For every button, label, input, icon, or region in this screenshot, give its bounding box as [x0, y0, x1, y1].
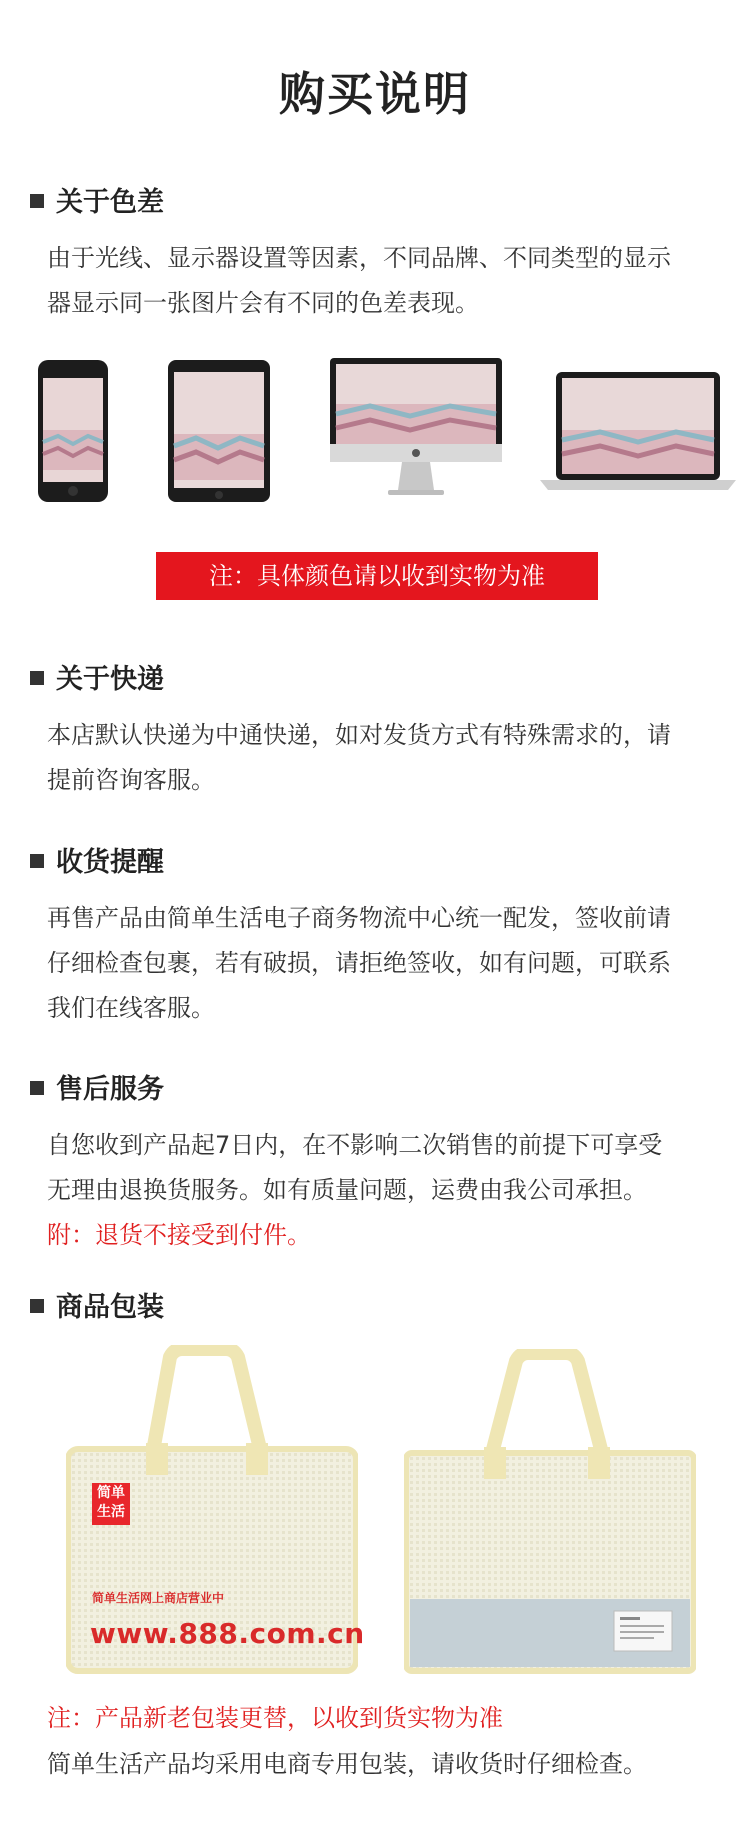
- bag-logo-bottom: 生活: [97, 1504, 125, 1520]
- text-line: 仔细检查包裹，若有破损，请拒绝签收，如有问题，可联系: [47, 949, 671, 977]
- bullet-square: [30, 194, 44, 208]
- bag-slogan: 简单生活网上商店营业中: [92, 1591, 225, 1605]
- bag-logo-top: 简单: [97, 1485, 125, 1501]
- bag-logo: [92, 1484, 130, 1522]
- section-heading-delivery: [30, 657, 164, 696]
- text-line: 由于光线、显示器设置等因素，不同品牌、不同类型的显示: [47, 244, 671, 272]
- bullet-square: [30, 671, 44, 685]
- phone-image: [38, 360, 108, 502]
- text-line: 无理由退换货服务。如有质量问题，运费由我公司承担。: [47, 1176, 647, 1204]
- text-line: 自您收到产品起7日内，在不影响二次销售的前提下可享受: [47, 1131, 663, 1159]
- delivery-paragraph: [47, 713, 715, 803]
- aftersale-paragraph: [47, 1123, 715, 1258]
- monitor-image: [330, 358, 502, 498]
- laptop-image: [540, 372, 736, 494]
- tablet-image: [168, 360, 270, 502]
- color-paragraph: [47, 236, 715, 326]
- bag-back-image: [404, 1349, 696, 1675]
- heading-text: 商品包装: [56, 1292, 164, 1323]
- bag-front-image: [66, 1345, 365, 1675]
- packaging-line: 简单生活产品均采用电商专用包装，请收货时仔细检查。: [47, 1750, 647, 1778]
- heading-text: 关于色差: [56, 187, 164, 218]
- section-heading-packaging: [30, 1285, 164, 1324]
- heading-text: 售后服务: [56, 1074, 164, 1105]
- text-line: 我们在线客服。: [47, 994, 215, 1022]
- text-line: 再售产品由简单生活电子商务物流中心统一配发，签收前请: [47, 904, 671, 932]
- packaging-note: 注：产品新老包装更替，以收到货实物为准: [47, 1704, 503, 1732]
- color-note: 注：具体颜色请以收到实物为准: [156, 552, 598, 600]
- receipt-paragraph: [47, 896, 715, 1031]
- text-line: 本店默认快递为中通快递，如对发货方式有特殊需求的，请: [47, 721, 671, 749]
- section-heading-color: [30, 180, 164, 219]
- page-title: 购买说明: [279, 67, 471, 121]
- heading-text: 收货提醒: [56, 847, 164, 878]
- aftersale-note: 附：退货不接受到付件。: [47, 1221, 311, 1249]
- text-line: 器显示同一张图片会有不同的色差表现。: [47, 289, 479, 317]
- bullet-square: [30, 854, 44, 868]
- section-heading-receipt: [30, 840, 164, 879]
- heading-text: 关于快递: [56, 664, 164, 695]
- section-heading-aftersale: [30, 1067, 164, 1106]
- bullet-square: [30, 1081, 44, 1095]
- bullet-square: [30, 1299, 44, 1313]
- bag-url: www.888.com.cn: [90, 1617, 365, 1650]
- text-line: 提前咨询客服。: [47, 766, 215, 794]
